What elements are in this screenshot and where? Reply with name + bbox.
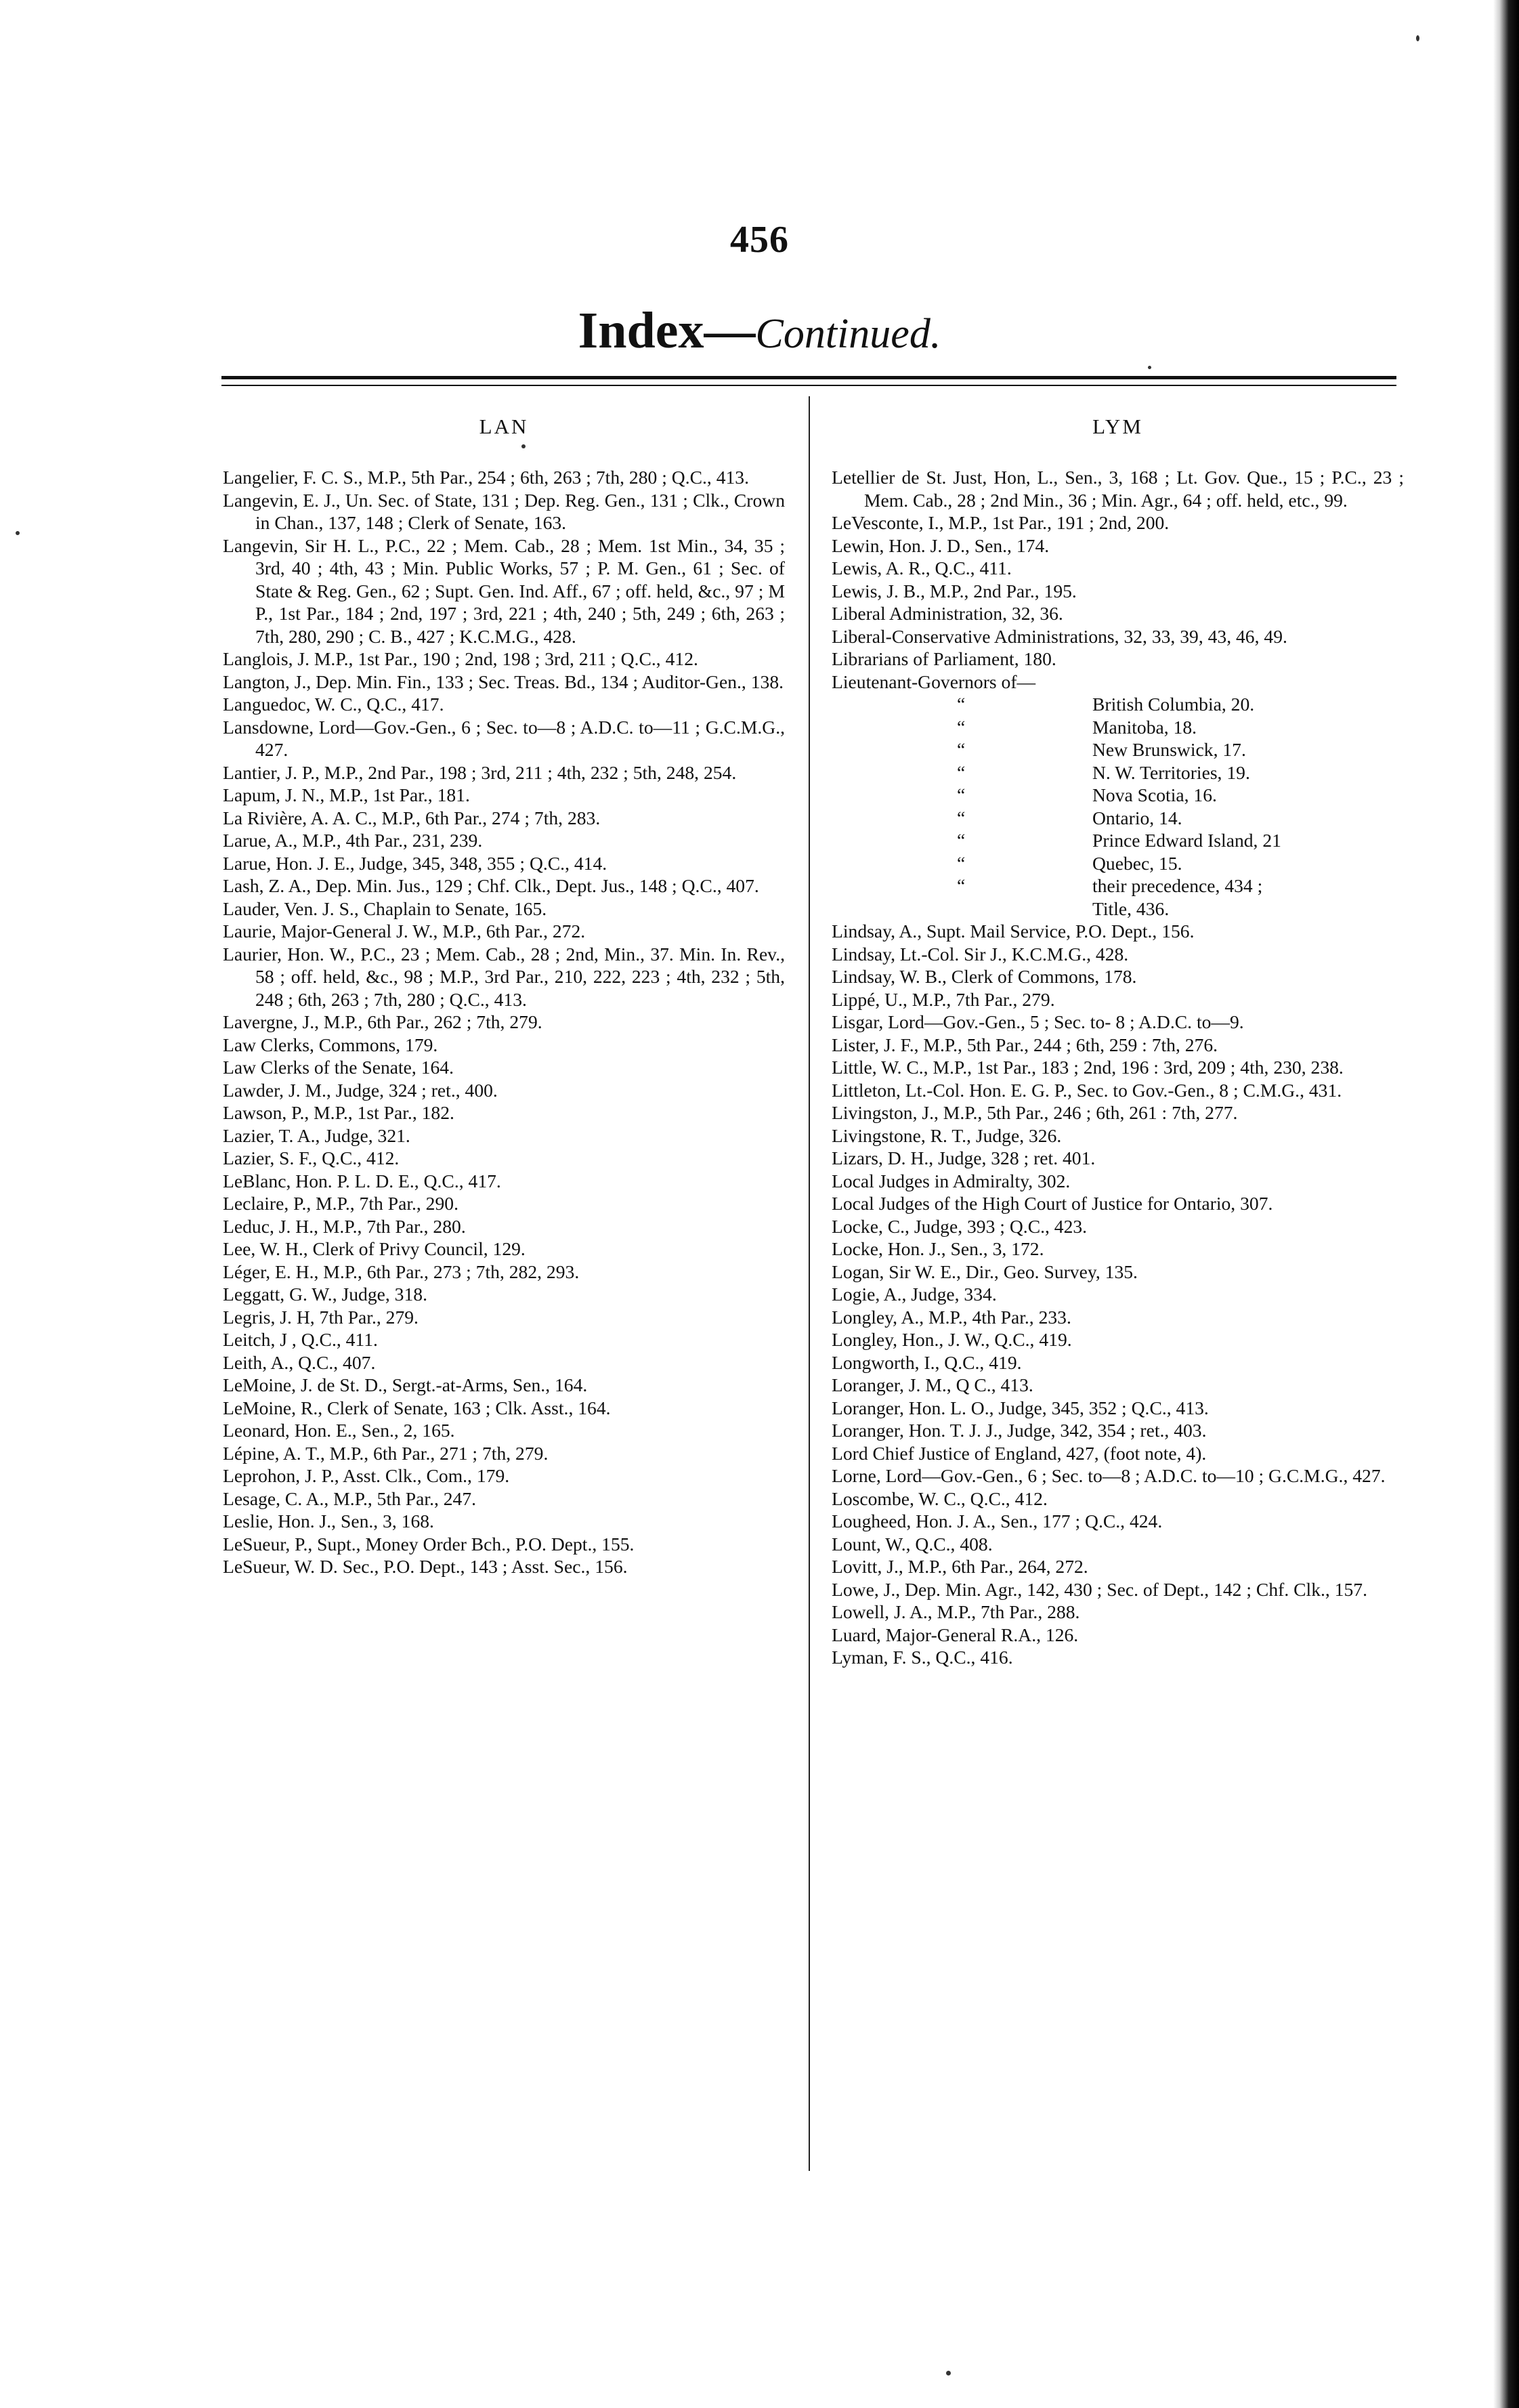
index-entry: Lindsay, W. B., Clerk of Commons, 178. xyxy=(832,966,1137,987)
ditto-mark: “ xyxy=(957,739,966,760)
index-entry: Law Clerks, Commons, 179. xyxy=(223,1034,438,1055)
index-entry: Leclaire, P., M.P., 7th Par., 290. xyxy=(223,1193,458,1214)
index-entry: Lewis, J. B., M.P., 2nd Par., 195. xyxy=(832,580,1077,601)
index-entry: Locke, Hon. J., Sen., 3, 172. xyxy=(832,1238,1044,1259)
governor-entry xyxy=(832,807,1404,830)
scan-speck xyxy=(521,444,526,448)
index-entry: Loranger, J. M., Q C., 413. xyxy=(832,1374,1033,1395)
governor-province: New Brunswick, 17. xyxy=(1092,739,1246,760)
index-entry: Leggatt, G. W., Judge, 318. xyxy=(223,1284,427,1305)
index-entry: Lowell, J. A., M.P., 7th Par., 288. xyxy=(832,1601,1080,1622)
index-entry: Lewis, A. R., Q.C., 411. xyxy=(832,557,1012,578)
index-entry: LeSueur, W. D. Sec., P.O. Dept., 143 ; Asst. Sec., 156. xyxy=(223,1556,628,1577)
index-entry: Librarians of Parliament, 180. xyxy=(832,648,1056,669)
governor-province: British Columbia, 20. xyxy=(1092,694,1255,715)
index-entry: Lowe, J., Dep. Min. Agr., 142, 430 ; Sec. of Dept., 142 ; Chf. Clk., 157. xyxy=(832,1578,1367,1600)
index-entry: Langelier, F. C. S., M.P., 5th Par., 254 ; 6th, 263 ; 7th, 280 ; Q.C., 413. xyxy=(223,467,750,488)
page-edge-shadow xyxy=(1493,0,1519,2408)
index-entry: Lippé, U., M.P., 7th Par., 279. xyxy=(832,988,1055,1010)
index-entry: Léger, E. H., M.P., 6th Par., 273 ; 7th, 282, 293. xyxy=(223,1261,580,1282)
index-entry: Leith, A., Q.C., 407. xyxy=(223,1351,376,1373)
index-entry: Lavergne, J., M.P., 6th Par., 262 ; 7th, 279. xyxy=(223,1011,542,1032)
index-entry: Lauder, Ven. J. S., Chaplain to Senate, 165. xyxy=(223,897,547,919)
index-entry: Laurier, Hon. W., P.C., 23 ; Mem. Cab., 28 ; 2nd, Min., 37. Min. In. Rev., 58 ; off. held, &c., 98 ; M.P., 3rd Par., 210, 222, 223 ; 4th, 232 ; 5th, 248 ; 6th, 263 ; 7th, 280 ; Q.C., 413. xyxy=(223,943,785,1010)
index-entry: Law Clerks of the Senate, 164. xyxy=(223,1057,454,1078)
governor-province: N. W. Territories, 19. xyxy=(1092,761,1250,783)
title-continued: Continued. xyxy=(755,311,941,357)
ditto-mark: “ xyxy=(957,716,966,738)
index-entry: Lawson, P., M.P., 1st Par., 182. xyxy=(223,1102,454,1123)
governor-entry-continuation: Title, 436. xyxy=(1092,897,1170,919)
index-entry: Lawder, J. M., Judge, 324 ; ret., 400. xyxy=(223,1079,498,1101)
governor-entry xyxy=(832,784,1404,807)
index-entry: Loscombe, W. C., Q.C., 412. xyxy=(832,1487,1048,1509)
index-entry: Langlois, J. M.P., 1st Par., 190 ; 2nd, 198 ; 3rd, 211 ; Q.C., 412. xyxy=(223,648,698,669)
governor-province: Quebec, 15. xyxy=(1092,852,1182,874)
scan-speck xyxy=(946,2371,951,2375)
index-entry: Logan, Sir W. E., Dir., Geo. Survey, 135. xyxy=(832,1261,1138,1282)
index-entry: Lisgar, Lord—Gov.-Gen., 5 ; Sec. to- 8 ; A.D.C. to—9. xyxy=(832,1011,1244,1032)
left-column-entries xyxy=(223,466,785,1578)
index-entry: LeVesconte, I., M.P., 1st Par., 191 ; 2nd, 200. xyxy=(832,512,1170,533)
page-number: 456 xyxy=(730,219,789,261)
index-entry: Livingston, J., M.P., 5th Par., 246 ; 6th, 261 : 7th, 277. xyxy=(832,1102,1238,1123)
index-entry: Lazier, T. A., Judge, 321. xyxy=(223,1124,410,1146)
ditto-mark: “ xyxy=(957,852,966,874)
index-entry: Lorne, Lord—Gov.-Gen., 6 ; Sec. to—8 ; A.D.C. to—10 ; G.C.M.G., 427. xyxy=(832,1465,1386,1486)
index-entry: Lougheed, Hon. J. A., Sen., 177 ; Q.C., 424. xyxy=(832,1511,1163,1532)
index-entry: Leprohon, J. P., Asst. Clk., Com., 179. xyxy=(223,1465,510,1486)
index-entry: Larue, Hon. J. E., Judge, 345, 348, 355 ; Q.C., 414. xyxy=(223,852,607,874)
index-entry: Langevin, E. J., Un. Sec. of State, 131 ; Dep. Reg. Gen., 131 ; Clk., Crown in Chan., 137, 148 ; Clerk of Senate, 163. xyxy=(223,489,785,533)
index-entry: Langevin, Sir H. L., P.C., 22 ; Mem. Cab., 28 ; Mem. 1st Min., 34, 35 ; 3rd, 40 ; 4th, 43 ; Min. Public Works, 57 ; P. M. Gen., 61 ; Sec. of State & Reg. Gen., 62 ; Supt. Gen. Ind. Aff., 67 ; off. held, &c., 97 ; M P., 1st Par., 184 ; 2nd, 197 ; 3rd, 221 ; 4th, 240 ; 5th, 249 ; 6th, 263 ; 7th, 280, 290 ; C. B., 427 ; K.C.M.G., 428. xyxy=(223,534,785,647)
index-entry: LeSueur, P., Supt., Money Order Bch., P.O. Dept., 155. xyxy=(223,1533,635,1555)
index-entry: Littleton, Lt.-Col. Hon. E. G. P., Sec. to Gov.-Gen., 8 ; C.M.G., 431. xyxy=(832,1079,1342,1101)
index-entry: Lesage, C. A., M.P., 5th Par., 247. xyxy=(223,1487,477,1509)
index-entry: La Rivière, A. A. C., M.P., 6th Par., 274 ; 7th, 283. xyxy=(223,807,601,828)
governor-entry xyxy=(832,829,1404,852)
header-rule-thick xyxy=(221,376,1396,379)
right-column-entries xyxy=(832,466,1404,1669)
index-entry: Locke, C., Judge, 393 ; Q.C., 423. xyxy=(832,1215,1088,1237)
ditto-mark: “ xyxy=(957,761,966,783)
governor-entry xyxy=(832,874,1404,920)
index-entry: Lépine, A. T., M.P., 6th Par., 271 ; 7th, 279. xyxy=(223,1442,549,1464)
governor-entry xyxy=(832,761,1404,784)
index-entry: Lyman, F. S., Q.C., 416. xyxy=(832,1647,1013,1668)
right-entries-top xyxy=(832,466,1404,693)
scan-speck xyxy=(1148,366,1151,369)
governor-province: their precedence, 434 ; xyxy=(1092,875,1263,896)
index-entry: Liberal-Conservative Administrations, 32, 33, 39, 43, 46, 49. xyxy=(832,625,1287,647)
index-entry: Loranger, Hon. L. O., Judge, 345, 352 ; Q.C., 413. xyxy=(832,1397,1209,1418)
governor-entry xyxy=(832,693,1404,716)
index-entry: Larue, A., M.P., 4th Par., 231, 239. xyxy=(223,830,483,851)
left-column-heading: LAN xyxy=(479,415,529,438)
index-entry: Logie, A., Judge, 334. xyxy=(832,1284,997,1305)
index-entry: Longley, A., M.P., 4th Par., 233. xyxy=(832,1306,1071,1328)
governor-entry xyxy=(832,852,1404,875)
index-entry: Lovitt, J., M.P., 6th Par., 264, 272. xyxy=(832,1556,1088,1577)
index-entry: Leslie, Hon. J., Sen., 3, 168. xyxy=(223,1511,434,1532)
index-entry: Lord Chief Justice of England, 427, (foot note, 4). xyxy=(832,1442,1207,1464)
index-entry: Local Judges of the High Court of Justice for Ontario, 307. xyxy=(832,1193,1273,1214)
index-entry: Lindsay, Lt.-Col. Sir J., K.C.M.G., 428. xyxy=(832,943,1129,965)
right-column-heading: LYM xyxy=(1092,415,1143,438)
index-entry: Lister, J. F., M.P., 5th Par., 244 ; 6th, 259 : 7th, 276. xyxy=(832,1034,1218,1055)
governor-province: Nova Scotia, 16. xyxy=(1092,784,1217,805)
title-dash: — xyxy=(704,302,756,359)
index-entry: Lewin, Hon. J. D., Sen., 174. xyxy=(832,534,1050,556)
ditto-mark: “ xyxy=(957,694,966,715)
index-entry: Leonard, Hon. E., Sen., 2, 165. xyxy=(223,1420,455,1441)
index-entry: Lapum, J. N., M.P., 1st Par., 181. xyxy=(223,784,470,805)
scan-speck xyxy=(16,531,20,535)
governor-province: Ontario, 14. xyxy=(1092,807,1182,828)
ditto-mark: “ xyxy=(957,830,966,851)
index-entry: Lansdowne, Lord—Gov.-Gen., 6 ; Sec. to—8 ; A.D.C. to—11 ; G.C.M.G., 427. xyxy=(223,716,785,760)
index-entry: Lee, W. H., Clerk of Privy Council, 129. xyxy=(223,1238,526,1259)
index-entry: Loranger, Hon. T. J. J., Judge, 342, 354 ; ret., 403. xyxy=(832,1420,1207,1441)
ditto-mark: “ xyxy=(957,784,966,805)
index-entry: Liberal Administration, 32, 36. xyxy=(832,603,1063,624)
governor-entry xyxy=(832,716,1404,739)
index-entry: Little, W. C., M.P., 1st Par., 183 ; 2nd, 196 : 3rd, 209 ; 4th, 230, 238. xyxy=(832,1057,1344,1078)
index-entry: LeMoine, J. de St. D., Sergt.-at-Arms, Sen., 164. xyxy=(223,1374,588,1395)
index-entry: Luard, Major-General R.A., 126. xyxy=(832,1624,1079,1645)
right-entries-bottom xyxy=(832,920,1404,1669)
index-entry: Lazier, S. F., Q.C., 412. xyxy=(223,1147,400,1168)
governor-province: Prince Edward Island, 21 xyxy=(1092,830,1281,851)
index-entry: Leitch, J , Q.C., 411. xyxy=(223,1329,378,1350)
index-entry: Lizars, D. H., Judge, 328 ; ret. 401. xyxy=(832,1147,1096,1168)
index-entry: Livingstone, R. T., Judge, 326. xyxy=(832,1124,1062,1146)
index-entry: Longley, Hon., J. W., Q.C., 419. xyxy=(832,1329,1072,1350)
ditto-mark: “ xyxy=(957,807,966,828)
index-entry: Languedoc, W. C., Q.C., 417. xyxy=(223,694,444,715)
index-entry: Langton, J., Dep. Min. Fin., 133 ; Sec. Treas. Bd., 134 ; Auditor-Gen., 138. xyxy=(223,671,784,692)
governor-entry xyxy=(832,738,1404,761)
scan-speck xyxy=(1416,35,1419,41)
governor-province: Manitoba, 18. xyxy=(1092,716,1197,738)
title-main: Index xyxy=(578,302,704,359)
index-entry: Letellier de St. Just, Hon, L., Sen., 3, 168 ; Lt. Gov. Que., 15 ; P.C., 23 ; Mem. Cab., 28 ; 2nd Min., 36 ; Min. Agr., 64 ; off. held, etc., 99. xyxy=(832,467,1404,511)
index-entry: Lantier, J. P., M.P., 2nd Par., 198 ; 3rd, 211 ; 4th, 232 ; 5th, 248, 254. xyxy=(223,761,737,783)
index-entry: Local Judges in Admiralty, 302. xyxy=(832,1170,1071,1191)
index-entry: Lindsay, A., Supt. Mail Service, P.O. Dept., 156. xyxy=(832,921,1195,942)
index-entry: LeBlanc, Hon. P. L. D. E., Q.C., 417. xyxy=(223,1170,501,1191)
index-entry: Leduc, J. H., M.P., 7th Par., 280. xyxy=(223,1215,466,1237)
page-title xyxy=(0,301,1519,360)
ditto-mark: “ xyxy=(957,875,966,896)
index-entry: Lieutenant-Governors of— xyxy=(832,671,1036,692)
index-entry: LeMoine, R., Clerk of Senate, 163 ; Clk. Asst., 164. xyxy=(223,1397,611,1418)
index-entry: Lount, W., Q.C., 408. xyxy=(832,1533,993,1555)
column-divider xyxy=(809,396,810,2171)
index-entry: Laurie, Major-General J. W., M.P., 6th Par., 272. xyxy=(223,921,586,942)
lieutenant-governors-list xyxy=(832,693,1404,920)
index-entry: Legris, J. H, 7th Par., 279. xyxy=(223,1306,419,1328)
header-rule-thin xyxy=(221,385,1396,386)
index-entry: Lash, Z. A., Dep. Min. Jus., 129 ; Chf. Clk., Dept. Jus., 148 ; Q.C., 407. xyxy=(223,875,759,896)
index-entry: Longworth, I., Q.C., 419. xyxy=(832,1351,1022,1373)
